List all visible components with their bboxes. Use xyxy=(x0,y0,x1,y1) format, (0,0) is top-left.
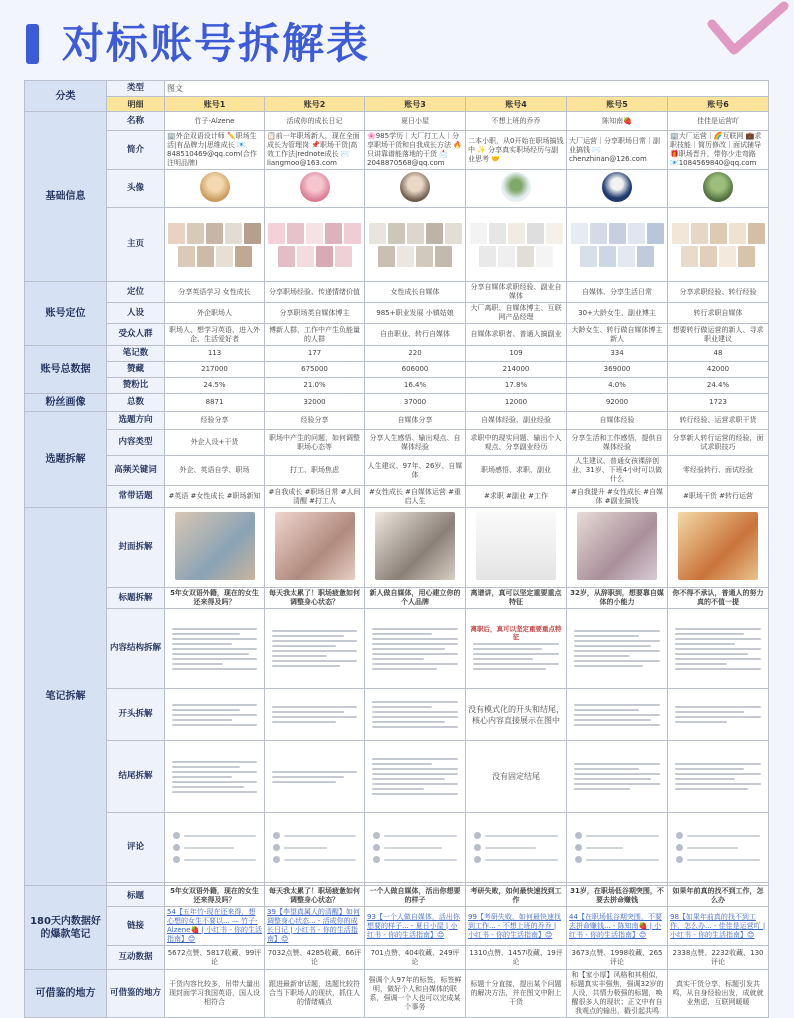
cover-image[interactable] xyxy=(678,512,758,580)
audience-value: 自由职业、转行自媒体 xyxy=(365,324,466,346)
avatar[interactable] xyxy=(602,172,632,202)
interaction-data: 5672点赞、5817收藏、99评论 xyxy=(165,946,265,970)
comment-cell xyxy=(668,813,769,883)
cat-hits: 180天内数据好的爆款笔记 xyxy=(25,886,107,970)
ending-cell xyxy=(668,741,769,813)
hit-title: 一个人做自媒体，活出你想要的样子 xyxy=(365,886,466,907)
homepage-cell xyxy=(567,208,668,282)
avatar-cell xyxy=(265,170,365,208)
ratio-label: 赞粉比 xyxy=(107,378,165,394)
topic-direction: 经验分享 xyxy=(165,412,265,430)
comment-label: 评论 xyxy=(107,813,165,883)
cover-cell xyxy=(365,508,466,588)
type-label: 类型 xyxy=(107,81,165,97)
notes-count: 334 xyxy=(567,346,668,362)
hit-title: 每天我太累了！职场疲惫如何调整身心状态？ xyxy=(265,886,365,907)
ending-label: 结尾拆解 xyxy=(107,741,165,813)
homepage-cell xyxy=(668,208,769,282)
learn-item: 和【家小厚】风格和其相似，标题真实丰强焦，强调32岁的人设，共情力极强的标题，唤醒很多人的现状；正文中有自我观点的输出，戳引起共鸣 xyxy=(567,970,668,1018)
hit-title: 5年女双语外籍，现在的女生还来得及吗？ xyxy=(165,886,265,907)
persona-value: 大厂离职、自媒体博主、互联网产品经理 xyxy=(466,303,567,324)
fans-count: 92000 xyxy=(567,394,668,412)
hit-title: 考研失败，如何最快速找到工作 xyxy=(466,886,567,907)
audience-value: 自媒体求职者、普通人搞副业 xyxy=(466,324,567,346)
interaction-data: 7032点赞、4285收藏、66评论 xyxy=(265,946,365,970)
persona-value: 985+职业发展 小镇姑娘 xyxy=(365,303,466,324)
notes-count: 220 xyxy=(365,346,466,362)
hit-link[interactable]: 54【五年竹-现在还来得，想心想的女生不要以... — 竹子-Alzene🍓 | 小红书 - 你的生活指南】😊 xyxy=(165,907,265,946)
avatar-cell xyxy=(668,170,769,208)
fans-count: 32000 xyxy=(265,394,365,412)
opening-cell xyxy=(165,689,265,741)
position-value: 自媒体、分享生活日常 xyxy=(567,282,668,303)
opening-cell xyxy=(265,689,365,741)
topic-tags: #求职 #副业 #工作 xyxy=(466,486,567,508)
opening-text: 没有模式化的开头和结尾，核心内容直接展示在图中 xyxy=(466,689,567,741)
content-type: 职场中产生的问题，如何调整职场心态等 xyxy=(265,430,365,456)
type-value: 图文 xyxy=(165,81,769,97)
learn-item: 跟进最新审话题，选题比较符合当下职场人的现状，抓住人的情绪痛点 xyxy=(265,970,365,1018)
notes-count: 48 xyxy=(668,346,769,362)
likes-count: 214000 xyxy=(466,362,567,378)
name-label: 名称 xyxy=(107,112,165,131)
fans-count: 1723 xyxy=(668,394,769,412)
topic-tags: #英语 #女性成长 #职场新知 xyxy=(165,486,265,508)
cat-position: 账号定位 xyxy=(25,282,107,346)
cat-notes: 笔记拆解 xyxy=(25,508,107,886)
account-name: 不想上班的乔乔 xyxy=(466,112,567,131)
topic-direction: 自媒体经验 xyxy=(567,412,668,430)
interaction-data: 2338点赞、2232收藏、130评论 xyxy=(668,946,769,970)
cover-cell xyxy=(165,508,265,588)
content-type-label: 内容类型 xyxy=(107,430,165,456)
audience-value: 职场人、想学习英语、进入外企、生活爱好者 xyxy=(165,324,265,346)
account-label: 明细 xyxy=(107,97,165,112)
topic-tags: #自我成长 #职场日常 #人间清醒 #打工人 xyxy=(265,486,365,508)
keywords: 职场感悟、求职、副业 xyxy=(466,456,567,486)
hit-title-label: 标题 xyxy=(107,886,165,907)
topic-direction: 转行经验、运营求职干货 xyxy=(668,412,769,430)
account-header: 账号2 xyxy=(265,97,365,112)
position-value: 分享职场经验、传递情绪价值 xyxy=(265,282,365,303)
structure-cell xyxy=(668,609,769,689)
audience-value: 博新人群，工作中产生负能量的人群 xyxy=(265,324,365,346)
comment-cell xyxy=(567,813,668,883)
topic-tags: #女性成长 #自媒体运营 #重启人生 xyxy=(365,486,466,508)
opening-cell xyxy=(365,689,466,741)
content-type: 分享人生感悟、输出观点、自媒体经验 xyxy=(365,430,466,456)
ratio-value: 21.0% xyxy=(265,378,365,394)
opening-cell xyxy=(567,689,668,741)
account-name: 佳佳是运营吖 xyxy=(668,112,769,131)
avatar[interactable] xyxy=(400,172,430,202)
cover-cell xyxy=(567,508,668,588)
link-label: 链接 xyxy=(107,907,165,946)
avatar[interactable] xyxy=(300,172,330,202)
cover-image[interactable] xyxy=(175,512,255,580)
cover-image[interactable] xyxy=(375,512,455,580)
keywords: 人生建议、普通女孩裸辞创业、31岁、下班4小时可以做什么 xyxy=(567,456,668,486)
title-accent-bar xyxy=(26,24,39,64)
note-title: 离谱讲，真可以坚定重要重点特征 xyxy=(466,588,567,609)
content-type: 分享生活和工作感悟，提供自媒体经验 xyxy=(567,430,668,456)
note-title: 你不得不承认，普通人的努力真的不值一提 xyxy=(668,588,769,609)
account-header: 账号3 xyxy=(365,97,466,112)
avatar[interactable] xyxy=(501,172,531,202)
page-header xyxy=(0,0,794,78)
avatar[interactable] xyxy=(200,172,230,202)
opening-label: 开头拆解 xyxy=(107,689,165,741)
persona-value: 分享职场类自媒体博主 xyxy=(265,303,365,324)
comment-cell xyxy=(365,813,466,883)
account-intro: 🏢大厂运营｜🌈互联网 💼求职技能｜简历修改｜面试辅导 🎁职场晋升，带你少走弯路 📧1084569840@qq.com xyxy=(668,131,769,170)
account-header: 账号6 xyxy=(668,97,769,112)
account-name: 活成你的成长日记 xyxy=(265,112,365,131)
hit-link[interactable]: 93【一个人做自媒体，活出你想要的样子... - 夏日小屋 | 小红书 - 你的生活指南】😊 xyxy=(365,907,466,946)
fans-count: 8871 xyxy=(165,394,265,412)
cover-cell xyxy=(668,508,769,588)
likes-count: 217000 xyxy=(165,362,265,378)
account-name: 陈知南🍓 xyxy=(567,112,668,131)
structure-heading: 离职后，真可以坚定重要重点特征 xyxy=(470,625,562,641)
audience-value: 想要转行做运营的新人、寻求职业建议 xyxy=(668,324,769,346)
audience-label: 受众人群 xyxy=(107,324,165,346)
interaction-data: 3673点赞、1998收藏、265评论 xyxy=(567,946,668,970)
avatar-cell xyxy=(365,170,466,208)
hit-title: 如果年前真的找不到工作，怎么办 xyxy=(668,886,769,907)
homepage-thumbnails[interactable] xyxy=(468,223,564,267)
persona-value: 外企职场人 xyxy=(165,303,265,324)
account-name: 竹子-Alzene xyxy=(165,112,265,131)
ending-text: 没有固定结尾 xyxy=(466,741,567,813)
tags-label: 常带话题 xyxy=(107,486,165,508)
likes-count: 606000 xyxy=(365,362,466,378)
homepage-cell xyxy=(165,208,265,282)
topic-tags: #自我提升 #女性成长 #自媒体 #副业搞钱 xyxy=(567,486,668,508)
cat-topics: 选题拆解 xyxy=(25,412,107,508)
cat-totals: 账号总数据 xyxy=(25,346,107,394)
interaction-data: 1310点赞、1457收藏、19评论 xyxy=(466,946,567,970)
homepage-thumbnails[interactable] xyxy=(167,223,262,267)
position-value: 分享自媒体求职经验、副业自媒体 xyxy=(466,282,567,303)
avatar-cell xyxy=(567,170,668,208)
ratio-value: 16.4% xyxy=(365,378,466,394)
likes-count: 42000 xyxy=(668,362,769,378)
structure-cell xyxy=(466,609,567,689)
persona-value: 30+大龄女生、副业博主 xyxy=(567,303,668,324)
keywords: 人生建议、97年、26岁、自媒体 xyxy=(365,456,466,486)
hit-link[interactable]: 39【李望真属人的清醒】如何调整身心状态... - 活成你的成长日记 | 小红书 - 你的生活指南】😊 xyxy=(265,907,365,946)
audience-value: 大龄女生、转行做自媒体博主新人 xyxy=(567,324,668,346)
homepage-cell xyxy=(466,208,567,282)
interaction-data: 701点赞、404收藏、249评论 xyxy=(365,946,466,970)
learn-item: 干货内容比较多，吊带大量出现封面学习我国英语，国人设相符合 xyxy=(165,970,265,1018)
account-intro: 大厂运营｜分享职场日常｜副业搞钱 ✉️chenzhinan@126.com xyxy=(567,131,668,170)
hit-link[interactable]: 98【如果年前真的找不到工作，怎么办... - 佳佳是运营吖 | 小红书 - 你的生活指南】😊 xyxy=(668,907,769,946)
cat-basic: 基础信息 xyxy=(25,112,107,282)
intro-label: 简介 xyxy=(107,131,165,170)
fans-count: 37000 xyxy=(365,394,466,412)
hit-title: 31岁，在职场低谷期突围，不要去拼命赚钱 xyxy=(567,886,668,907)
persona-label: 人设 xyxy=(107,303,165,324)
avatar[interactable] xyxy=(703,172,733,202)
cat-classify: 分类 xyxy=(25,81,107,112)
notes-count-label: 笔记数 xyxy=(107,346,165,362)
homepage-thumbnails[interactable] xyxy=(267,223,362,267)
structure-label: 内容结构拆解 xyxy=(107,609,165,689)
ratio-value: 17.8% xyxy=(466,378,567,394)
ratio-value: 24.5% xyxy=(165,378,265,394)
topic-tags: #职场干货 #转行运营 xyxy=(668,486,769,508)
homepage-thumbnails[interactable] xyxy=(569,223,665,267)
note-title: 每天我太累了！职场疲惫如何调整身心状态？ xyxy=(265,588,365,609)
avatar-label: 头像 xyxy=(107,170,165,208)
account-header: 账号5 xyxy=(567,97,668,112)
structure-cell xyxy=(165,609,265,689)
checkmark-icon xyxy=(708,2,788,58)
position-value: 女性成长自媒体 xyxy=(365,282,466,303)
cover-cell xyxy=(265,508,365,588)
title-breakdown-label: 标题拆解 xyxy=(107,588,165,609)
note-title: 5年女双语外籍，现在的女生还来得及吗？ xyxy=(165,588,265,609)
cat-fans: 粉丝画像 xyxy=(25,394,107,412)
fans-count: 12000 xyxy=(466,394,567,412)
cover-cell xyxy=(466,508,567,588)
account-intro: 📋前一年职场新人，现在全面成长为管理岗 📌职场干货|高效工作法|rednote成长 ✉️liangmoo@163.com xyxy=(265,131,365,170)
content-type: 外企人设+干货 xyxy=(165,430,265,456)
likes-label: 赞藏 xyxy=(107,362,165,378)
account-header: 账号1 xyxy=(165,97,265,112)
account-header: 账号4 xyxy=(466,97,567,112)
cover-image[interactable] xyxy=(577,512,657,580)
structure-cell xyxy=(567,609,668,689)
learn-item: 强调个人97年的标签，标签鲜明，做好个人和自媒体的联系，强调一个人也可以完成某个事务 xyxy=(365,970,466,1018)
topic-direction-label: 选题方向 xyxy=(107,412,165,430)
hit-link[interactable]: 99【考研失败，如何最快速找到工作... - 不想上班的乔乔 | 小红书 - 你的生活指南】😊 xyxy=(466,907,567,946)
position-label: 定位 xyxy=(107,282,165,303)
account-name: 夏日小屋 xyxy=(365,112,466,131)
topic-direction: 自媒体经验、副业经验 xyxy=(466,412,567,430)
structure-cell xyxy=(265,609,365,689)
avatar-cell xyxy=(165,170,265,208)
topic-direction: 自媒体分享 xyxy=(365,412,466,430)
keywords-label: 高频关键词 xyxy=(107,456,165,486)
likes-count: 675000 xyxy=(265,362,365,378)
keywords: 零经验转行、面试经验 xyxy=(668,456,769,486)
note-title: 32岁，从辞职到，想要靠自媒体的小能力 xyxy=(567,588,668,609)
persona-value: 转行求职自媒体 xyxy=(668,303,769,324)
position-value: 分享求职经验、转行经验 xyxy=(668,282,769,303)
comment-cell xyxy=(265,813,365,883)
homepage-thumbnails[interactable] xyxy=(670,223,766,267)
keywords: 打工、职场焦虑 xyxy=(265,456,365,486)
learn-label: 可借鉴的地方 xyxy=(107,970,165,1018)
account-intro: 🏢外企双语设计师 ✏️职场生活|有品牌力|思维成长 📧848510469@qq.com(合作注明品牌) xyxy=(165,131,265,170)
position-value: 分享英语学习 女性成长 xyxy=(165,282,265,303)
ending-cell xyxy=(365,741,466,813)
notes-count: 113 xyxy=(165,346,265,362)
notes-count: 109 xyxy=(466,346,567,362)
topic-direction: 经验分享 xyxy=(265,412,365,430)
structure-cell xyxy=(365,609,466,689)
opening-cell xyxy=(668,689,769,741)
content-type: 求职中的现实问题、输出个人观点、分享副业经历 xyxy=(466,430,567,456)
cover-image[interactable] xyxy=(275,512,355,580)
ending-cell xyxy=(165,741,265,813)
likes-count: 369000 xyxy=(567,362,668,378)
content-type: 分享新人转行运营的经验，面试求职技巧 xyxy=(668,430,769,456)
ratio-value: 24.4% xyxy=(668,378,769,394)
keywords: 外企、英语自学、职场 xyxy=(165,456,265,486)
notes-count: 177 xyxy=(265,346,365,362)
avatar-cell xyxy=(466,170,567,208)
learn-item: 标题十分直接，提出某个问题的解决方法，并在图文中附上干货 xyxy=(466,970,567,1018)
interaction-label: 互动数据 xyxy=(107,946,165,970)
note-title: 新人做自媒体，用心建立你的个人品牌 xyxy=(365,588,466,609)
homepage-thumbnails[interactable] xyxy=(367,223,463,267)
cat-learn: 可借鉴的地方 xyxy=(25,970,107,1018)
cover-image[interactable] xyxy=(476,512,556,580)
comment-cell xyxy=(165,813,265,883)
ending-cell xyxy=(265,741,365,813)
account-intro: 🌸985学历｜大厂打工人｜分享职场干货和自我成长方法 🔥只讲靠谱能落地的干货 📩2048870568@qq.com xyxy=(365,131,466,170)
learn-item: 真实干货分享，标题引发共鸣，从自身经验出发，成就就业焦虑，互联网暖暖 xyxy=(668,970,769,1018)
homepage-cell xyxy=(265,208,365,282)
analysis-table xyxy=(24,80,769,1018)
comment-cell xyxy=(466,813,567,883)
cover-label: 封面拆解 xyxy=(107,508,165,588)
account-intro: 二本小职，从0开始在职场搞钱中 ✨ 分享真实职场经历与副业思考 🤝 xyxy=(466,131,567,170)
hit-link[interactable]: 44【在职场低谷期突围，不要去拼命赚钱... - 陈知南🍓 | 小红书 - 你的生活指南】😊 xyxy=(567,907,668,946)
homepage-cell xyxy=(365,208,466,282)
fans-label: 总数 xyxy=(107,394,165,412)
ratio-value: 4.0% xyxy=(567,378,668,394)
page-title: 对标账号拆解表 xyxy=(62,19,371,68)
ending-cell xyxy=(567,741,668,813)
home-label: 主页 xyxy=(107,208,165,282)
